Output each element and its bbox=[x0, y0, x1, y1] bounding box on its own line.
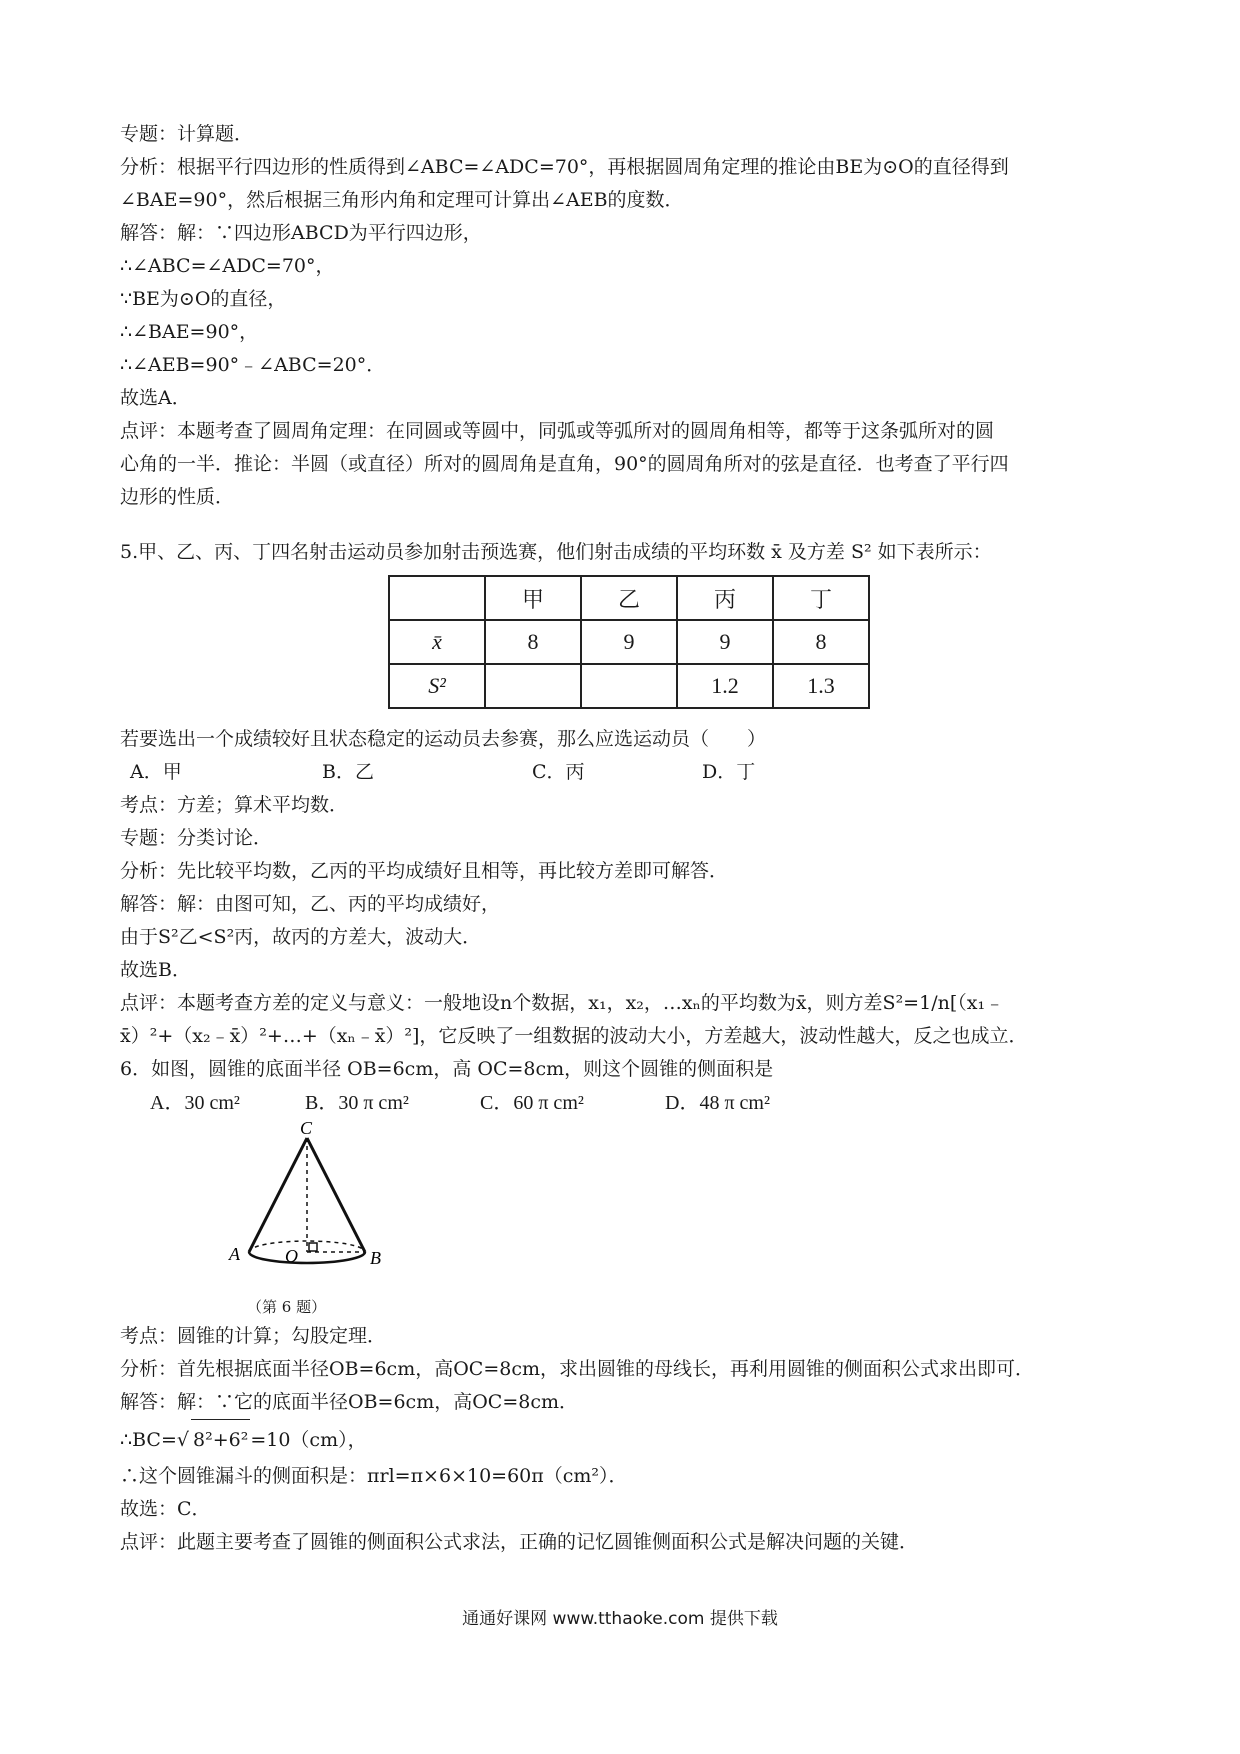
table-header-row bbox=[389, 576, 869, 620]
q5-solution-line: 解答：解：由图可知，乙、丙的平均成绩好， bbox=[120, 893, 501, 915]
q5-options bbox=[120, 756, 1130, 789]
q6-answer: 故选：C． bbox=[120, 1498, 211, 1520]
table-row-label: x̄ bbox=[389, 620, 485, 664]
q6-stem: 6．如图，圆锥的底面半径 OB=6cm，高 OC=8cm，则这个圆锥的侧面积是 bbox=[120, 1058, 774, 1080]
q5-answer: 故选B． bbox=[120, 959, 191, 981]
table-row-label: S² bbox=[389, 664, 485, 708]
q4-analysis-line-2: ∠BAE=90°，然后根据三角形内角和定理可计算出∠AEB的度数． bbox=[120, 189, 684, 211]
q5-comment-line: 点评：本题考查方差的定义与意义：一般地设n个数据，x₁，x₂，…xₙ的平均数为x̄，则方差S²=1/n[（x₁﹣ bbox=[120, 992, 1005, 1014]
q5-stem: 5.甲、乙、丙、丁四名射击运动员参加射击预选赛，他们射击成绩的平均环数 x̄ 及方差 S² 如下表所示： bbox=[120, 541, 992, 563]
table-cell: 9 bbox=[677, 620, 773, 664]
q4-solution-line: ∴∠AEB=90°﹣∠ABC=20°． bbox=[120, 354, 386, 376]
q4-solution-line: ∴∠ABC=∠ADC=70°， bbox=[120, 255, 335, 277]
option-a: A．甲 bbox=[130, 761, 182, 783]
q4-comment-line: 边形的性质． bbox=[120, 486, 235, 508]
option-a: A．30 cm² bbox=[150, 1092, 240, 1114]
table-cell: 8 bbox=[485, 620, 581, 664]
q6-solution-sqrt-line: ∴BC=√ 8²+6² =10（cm）， bbox=[120, 1419, 1130, 1460]
table-header-cell: 甲 bbox=[485, 576, 581, 620]
option-d: D．丁 bbox=[702, 761, 756, 783]
table-header-cell: 乙 bbox=[581, 576, 677, 620]
q4-topic-type: 专题：计算题． bbox=[120, 123, 254, 145]
q4-solution-line: ∵BE为⊙O的直径， bbox=[120, 288, 287, 310]
q6-analysis: 分析：首先根据底面半径OB=6cm，高OC=8cm，求出圆锥的母线长，再利用圆锥的侧面积公式求出即可． bbox=[120, 1358, 1034, 1380]
cone-base-front bbox=[249, 1252, 365, 1263]
q5-solution-line: 由于S²乙<S²丙，故丙的方差大，波动大． bbox=[120, 926, 482, 948]
option-b: B．乙 bbox=[322, 761, 374, 783]
table-cell: 1.3 bbox=[773, 664, 869, 708]
cone-slant-left bbox=[249, 1138, 307, 1252]
table-row bbox=[389, 620, 869, 664]
sqrt-radicand: 8²+6² bbox=[191, 1419, 250, 1460]
cone-figure bbox=[175, 1120, 415, 1320]
section-gap bbox=[120, 514, 1130, 536]
q6-solution-line: 解答：解：∵它的底面半径OB=6cm，高OC=8cm． bbox=[120, 1391, 578, 1413]
table-row bbox=[389, 664, 869, 708]
label-o: O bbox=[285, 1246, 298, 1266]
sqrt-suffix: =10（cm）， bbox=[250, 1429, 367, 1451]
q5-comment-line: x̄）²+（x₂﹣x̄）²+…+（xₙ﹣x̄）²]，它反映了一组数据的波动大小，方差越大，波动性越大，反之也成立． bbox=[120, 1025, 1028, 1047]
q4-analysis-line-1: 分析：根据平行四边形的性质得到∠ABC=∠ADC=70°，再根据圆周角定理的推论由BE为⊙O的直径得到 bbox=[120, 156, 1009, 178]
q5-analysis: 分析：先比较平均数，乙丙的平均成绩好且相等，再比较方差即可解答． bbox=[120, 860, 729, 882]
cone-slant-right bbox=[307, 1138, 365, 1252]
document-page bbox=[120, 118, 1130, 1559]
q4-comment-line: 点评：本题考查了圆周角定理：在同圆或等圆中，同弧或等弧所对的圆周角相等，都等于这条弧所对的圆 bbox=[120, 420, 995, 442]
q6-solution-line: ∴这个圆锥漏斗的侧面积是：πrl=π×6×10=60π（cm²）． bbox=[120, 1465, 628, 1487]
option-c: C．60 π cm² bbox=[480, 1092, 584, 1114]
page-footer: 通通好课网 www.tthaoke.com 提供下载 bbox=[462, 1609, 778, 1629]
q6-options bbox=[120, 1086, 1130, 1120]
option-b: B．30 π cm² bbox=[305, 1092, 409, 1114]
option-d: D．48 π cm² bbox=[665, 1092, 770, 1114]
label-c: C bbox=[300, 1120, 313, 1138]
q5-kaodian: 考点：方差；算术平均数． bbox=[120, 794, 349, 816]
right-angle-mark bbox=[309, 1243, 317, 1251]
sqrt-prefix: ∴BC= bbox=[120, 1429, 177, 1451]
q5-question: 若要选出一个成绩较好且状态稳定的运动员去参赛，那么应选运动员（ ） bbox=[120, 728, 767, 750]
label-b: B bbox=[370, 1248, 381, 1268]
table-cell: 8 bbox=[773, 620, 869, 664]
table-cell: 1.2 bbox=[677, 664, 773, 708]
figure-caption: （第 6 题） bbox=[247, 1298, 327, 1316]
q6-kaodian: 考点：圆锥的计算；勾股定理． bbox=[120, 1325, 387, 1347]
q4-solution-line: ∴∠BAE=90°， bbox=[120, 321, 259, 343]
table-cell bbox=[581, 664, 677, 708]
label-a: A bbox=[229, 1244, 240, 1264]
option-c: C．丙 bbox=[532, 761, 585, 783]
q5-score-table bbox=[388, 575, 870, 709]
table-cell bbox=[389, 576, 485, 620]
table-cell: 9 bbox=[581, 620, 677, 664]
q4-answer: 故选A． bbox=[120, 387, 191, 409]
table-cell bbox=[485, 664, 581, 708]
q4-comment-line: 心角的一半．推论：半圆（或直径）所对的圆周角是直角，90°的圆周角所对的弦是直径．也考查了平行四 bbox=[120, 453, 1009, 475]
q4-solution-line: 解答：解：∵四边形ABCD为平行四边形， bbox=[120, 222, 482, 244]
table-header-cell: 丁 bbox=[773, 576, 869, 620]
table-header-cell: 丙 bbox=[677, 576, 773, 620]
cone-diagram bbox=[175, 1120, 415, 1296]
q6-comment: 点评：此题主要考查了圆锥的侧面积公式求法，正确的记忆圆锥侧面积公式是解决问题的关键． bbox=[120, 1531, 919, 1553]
q5-zhuanti: 专题：分类讨论． bbox=[120, 827, 273, 849]
